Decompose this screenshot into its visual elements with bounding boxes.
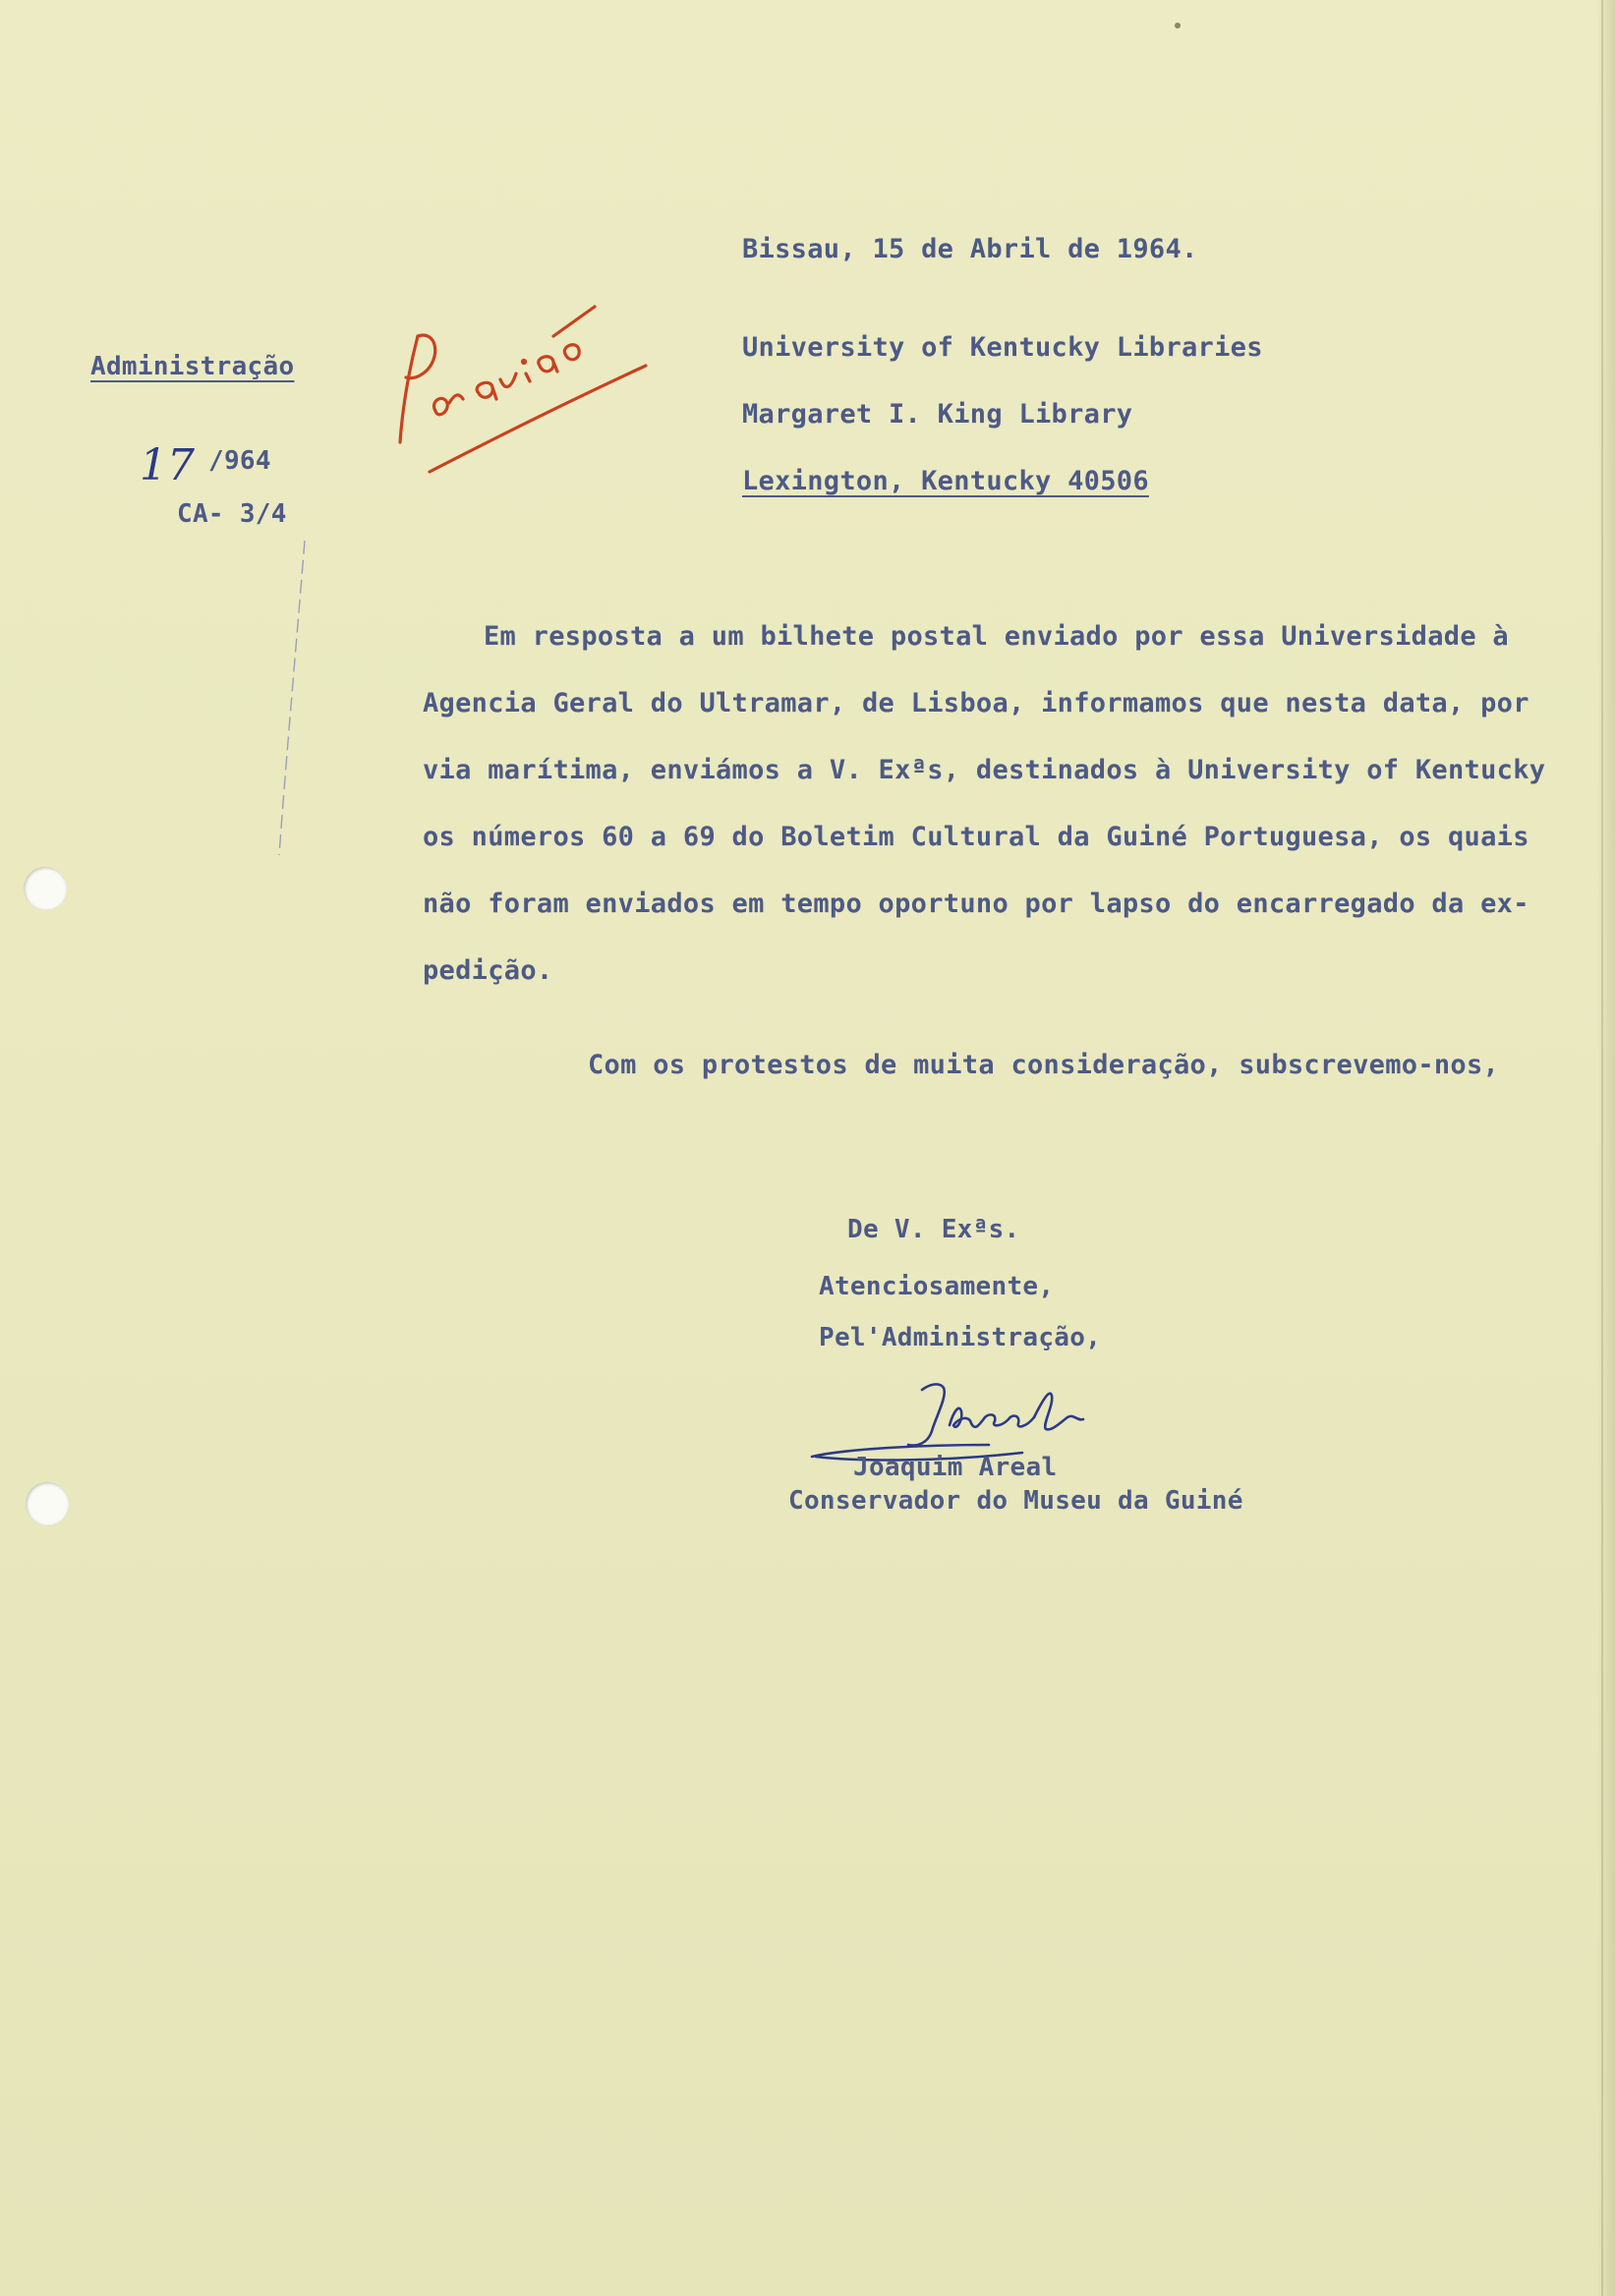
faint-margin-pencil-line xyxy=(258,531,317,865)
signatory-name: Joaquim Areal xyxy=(853,1453,1058,1482)
regards: Atenciosamente, xyxy=(819,1272,1055,1301)
body-line-4: os números 60 a 69 do Boletim Cultural da Guiné Portuguesa, os quais xyxy=(423,822,1529,852)
ink-speck xyxy=(1170,18,1189,37)
body-line-6: pedição. xyxy=(423,955,553,986)
body-line-5: não foram enviados em tempo oportuno por lapso do encarregado da ex- xyxy=(423,889,1529,919)
paper-right-edge xyxy=(1597,0,1615,2296)
body-line-2: Agencia Geral do Ultramar, de Lisboa, informamos que nesta data, por xyxy=(423,688,1529,718)
recipient-line-1: University of Kentucky Libraries xyxy=(742,332,1263,363)
paper-edge-line xyxy=(1601,0,1603,2296)
closing-line: Com os protestos de muita consideração, subscrevemo-nos, xyxy=(588,1050,1500,1080)
salutation: De V. Exªs. xyxy=(847,1215,1020,1244)
place-date: Bissau, 15 de Abril de 1964. xyxy=(742,234,1198,264)
punch-hole-bottom xyxy=(26,1482,69,1525)
signatory-title: Conservador do Museu da Guiné xyxy=(788,1486,1243,1516)
ref-year: /964 xyxy=(208,446,271,476)
department-heading: Administração xyxy=(90,352,295,381)
body-line-1: Em resposta a um bilhete postal enviado por essa Universidade à xyxy=(484,621,1509,652)
ref-code: CA- 3/4 xyxy=(177,499,287,529)
por-aviao-handwritten-note xyxy=(388,295,663,491)
recipient-line-3: Lexington, Kentucky 40506 xyxy=(742,466,1149,496)
recipient-line-2: Margaret I. King Library xyxy=(742,399,1133,430)
body-line-3: via marítima, enviámos a V. Exªs, destinados à University of Kentucky xyxy=(423,755,1546,785)
on-behalf-of: Pel'Administração, xyxy=(819,1323,1102,1352)
punch-hole-top xyxy=(24,867,67,910)
handwritten-ref-number: 17 xyxy=(140,440,195,490)
